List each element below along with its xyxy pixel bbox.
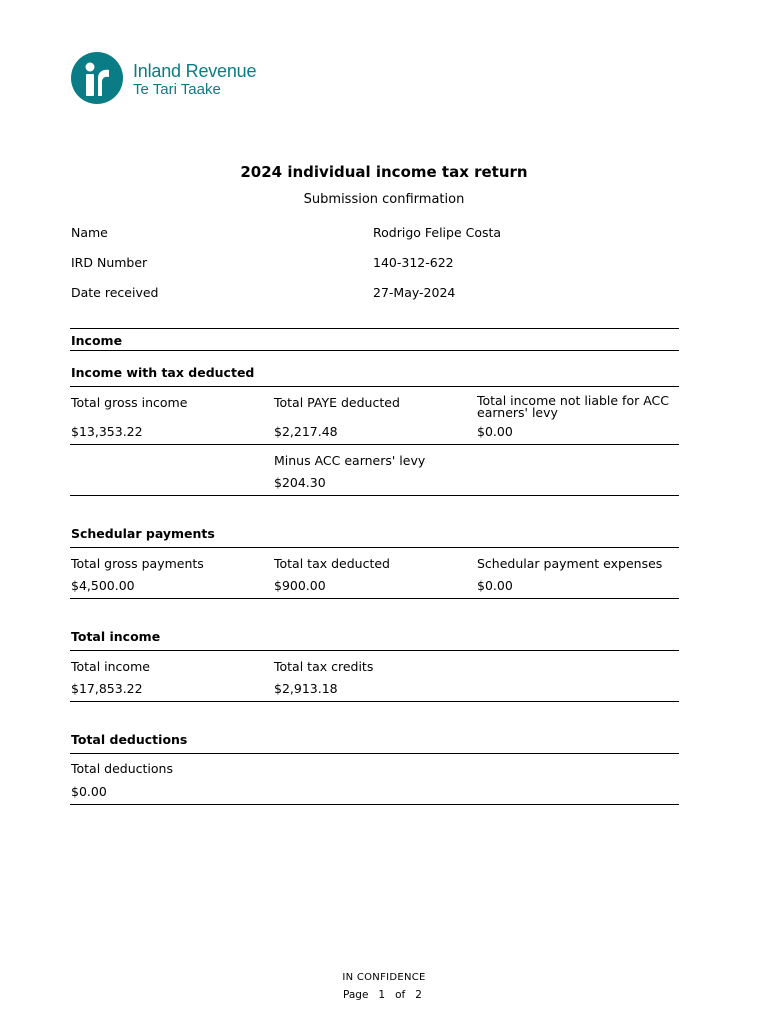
total-income-label: Total income <box>71 659 150 674</box>
schedular-expenses-value: $0.00 <box>477 578 513 593</box>
total-gross-payments-value: $4,500.00 <box>71 578 135 593</box>
total-gross-income-value: $13,353.22 <box>71 424 143 439</box>
page-current: 1 <box>378 989 386 1001</box>
total-paye-label: Total PAYE deducted <box>274 395 400 410</box>
total-deductions-value: $0.00 <box>71 784 107 799</box>
total-income-heading: Total income <box>71 629 161 644</box>
total-tax-deducted-value: $900.00 <box>274 578 326 593</box>
page-total: 2 <box>415 989 422 1001</box>
divider <box>70 547 679 548</box>
total-paye-value: $2,217.48 <box>274 424 338 439</box>
income-not-liable-acc-value: $0.00 <box>477 424 513 439</box>
name-value: Rodrigo Felipe Costa <box>373 225 502 240</box>
inland-revenue-logo <box>71 52 271 104</box>
confidentiality-notice: IN CONFIDENCE <box>342 972 426 983</box>
org-name-maori: Te Tari Taake <box>133 81 221 98</box>
ird-number-value: 140-312-622 <box>373 255 454 270</box>
date-received-label: Date received <box>71 285 159 300</box>
divider <box>70 650 679 651</box>
divider <box>70 386 679 387</box>
income-heading: Income <box>71 333 123 348</box>
total-tax-credits-label: Total tax credits <box>274 659 374 674</box>
divider <box>70 598 679 599</box>
schedular-payments-heading: Schedular payments <box>71 526 215 541</box>
total-income-value: $17,853.22 <box>71 681 143 696</box>
divider <box>70 350 679 351</box>
ird-number-label: IRD Number <box>71 255 148 270</box>
divider <box>70 495 679 496</box>
total-deductions-label: Total deductions <box>71 761 173 776</box>
total-tax-credits-value: $2,913.18 <box>274 681 338 696</box>
acc-levy-value: $204.30 <box>274 475 326 490</box>
page-of: of <box>395 989 406 1001</box>
page-indicator <box>343 989 432 1001</box>
acc-levy-label: Minus ACC earners' levy <box>274 453 426 468</box>
total-gross-income-label: Total gross income <box>71 395 188 410</box>
divider <box>70 804 679 805</box>
name-label: Name <box>71 225 108 240</box>
total-gross-payments-label: Total gross payments <box>71 556 204 571</box>
date-received-value: 27-May-2024 <box>373 285 456 300</box>
divider <box>70 753 679 754</box>
inland-revenue-logo-icon <box>71 52 123 104</box>
divider <box>70 701 679 702</box>
income-tax-deducted-heading: Income with tax deducted <box>71 365 255 380</box>
document-title: 2024 individual income tax return <box>240 163 528 181</box>
page-word: Page <box>343 989 369 1001</box>
divider <box>70 444 679 445</box>
income-not-liable-acc-label: Total income not liable for ACC earners' levy <box>477 393 669 420</box>
total-deductions-heading: Total deductions <box>71 732 188 747</box>
document-subtitle: Submission confirmation <box>303 192 465 207</box>
org-name: Inland Revenue <box>133 61 257 81</box>
schedular-expenses-label: Schedular payment expenses <box>477 556 663 571</box>
divider <box>70 328 679 329</box>
total-tax-deducted-label: Total tax deducted <box>274 556 390 571</box>
